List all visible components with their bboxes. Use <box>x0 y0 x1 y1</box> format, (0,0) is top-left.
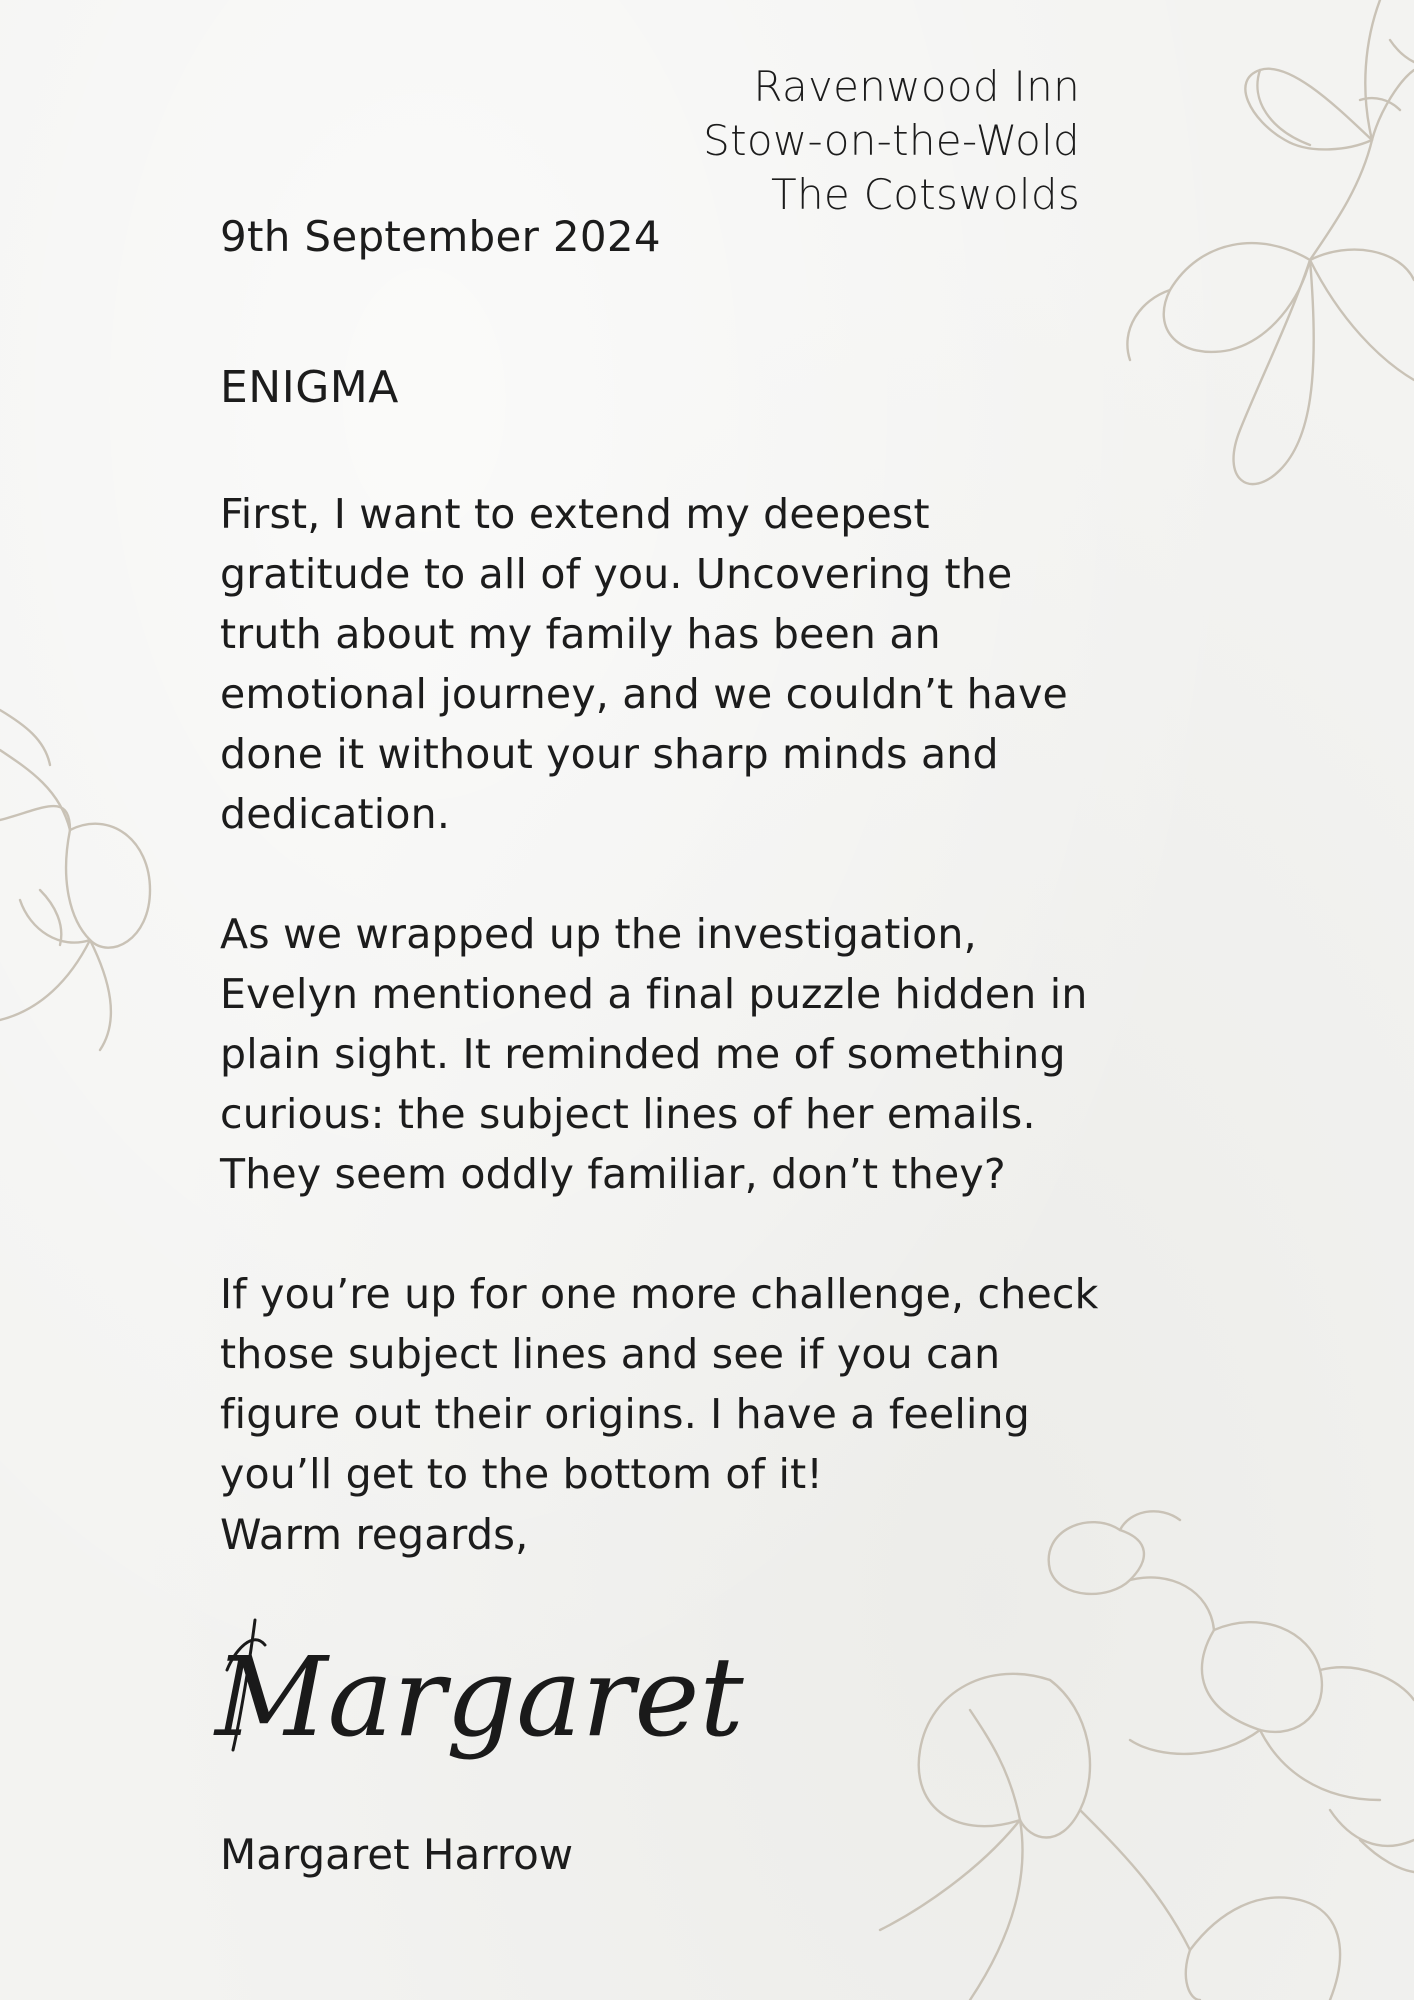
body-paragraph: If you’re up for one more challenge, check those subject lines and see if you can figure out their origins. I have a feeling you’ll get to the bottom of it! <box>220 1270 1099 1498</box>
body-paragraph: As we wrapped up the investigation, Evelyn mentioned a final puzzle hidden in plain sight. It reminded me of something curious: the subject lines of her emails. They seem oddly familiar, don’t they? <box>220 910 1088 1198</box>
signer-name: Margaret Harrow <box>220 1830 574 1879</box>
body-paragraph: First, I want to extend my deepest gratitude to all of you. Uncovering the truth about my family has been an emotional journey, and we couldn’t have done it without your sharp minds and dedication. <box>220 490 1068 838</box>
letter-body <box>220 484 1120 1564</box>
address-line: Ravenwood Inn <box>753 62 1080 111</box>
sender-address <box>703 60 1080 222</box>
letter-closing: Warm regards, <box>220 1510 529 1559</box>
address-line: The Cotswolds <box>771 170 1080 219</box>
letter-date: 9th September 2024 <box>220 212 661 261</box>
letter-subject: ENIGMA <box>220 362 399 413</box>
address-line: Stow-on-the-Wold <box>703 116 1080 165</box>
handwritten-signature <box>205 1600 744 1800</box>
signature-text: Margaret <box>215 1633 744 1761</box>
